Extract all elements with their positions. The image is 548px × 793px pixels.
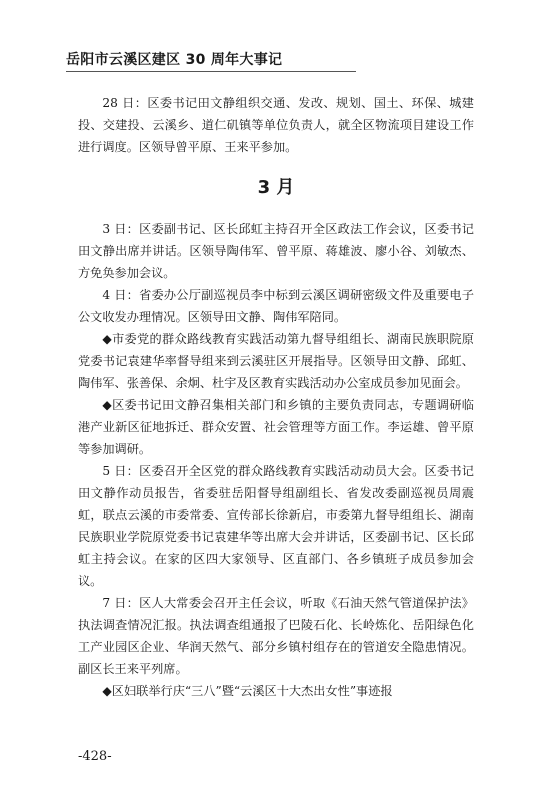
document-body (78, 92, 474, 702)
month-heading: 3 月 (257, 177, 295, 198)
page-number: -428- (78, 749, 112, 764)
header-divider (66, 71, 356, 72)
paragraph-mar-7-item-1: ◆区妇联举行庆“三八”暨“云溪区十大杰出女性”事迹报 (102, 684, 393, 698)
running-header: 岳阳市云溪区建区 30 周年大事记 (66, 52, 283, 68)
paragraph-feb-28: 28 日：区委书记田文静组织交通、发改、规划、国土、环保、城建投、交建投、云溪乡、道仁矶镇等单位负责人，就全区物流项目建设工作进行调度。区领导曾平原、王来平参加。 (78, 96, 474, 154)
paragraph-mar-3: 3 日：区委副书记、区长邱虹主持召开全区政法工作会议，区委书记田文静出席并讲话。区领导陶伟军、曾平原、蒋雄波、廖小谷、刘敏杰、方免奂参加会议。 (78, 222, 474, 280)
paragraph-mar-7: 7 日：区人大常委会召开主任会议，听取《石油天然气管道保护法》执法调查情况汇报。执法调查组通报了巴陵石化、长岭炼化、岳阳绿色化工产业园区企业、华润天然气、部分乡镇村组存在的管道安全隐患情况。副区长王来平列席。 (78, 596, 474, 676)
paragraph-mar-5: 5 日：区委召开全区党的群众路线教育实践活动动员大会。区委书记田文静作动员报告，省委驻岳阳督导组副组长、省发改委副巡视员周震虹，联点云溪的市委常委、宣传部长徐新启，市委第九督导组组长、湖南民族职业学院原党委书记袁建华等出席大会并讲话，区委副书记、区长邱虹主持会议。在家的区四大家领导、区直部门、各乡镇班子成员参加会议。 (78, 464, 474, 588)
paragraph-mar-4-item-1: ◆市委党的群众路线教育实践活动第九督导组组长、湖南民族职院原党委书记袁建华率督导组来到云溪驻区开展指导。区领导田文静、邱虹、陶伟军、张善保、余炯、杜宇及区教育实践活动办公室成员参加见面会。 (78, 332, 474, 390)
paragraph-mar-4-item-2: ◆区委书记田文静召集相关部门和乡镇的主要负责同志，专题调研临港产业新区征地拆迁、群众安置、社会管理等方面工作。李运雄、曾平原等参加调研。 (78, 398, 474, 456)
paragraph-mar-4: 4 日：省委办公厅副巡视员李中标到云溪区调研密级文件及重要电子公文收发办理情况。区领导田文静、陶伟军陪同。 (78, 288, 474, 324)
